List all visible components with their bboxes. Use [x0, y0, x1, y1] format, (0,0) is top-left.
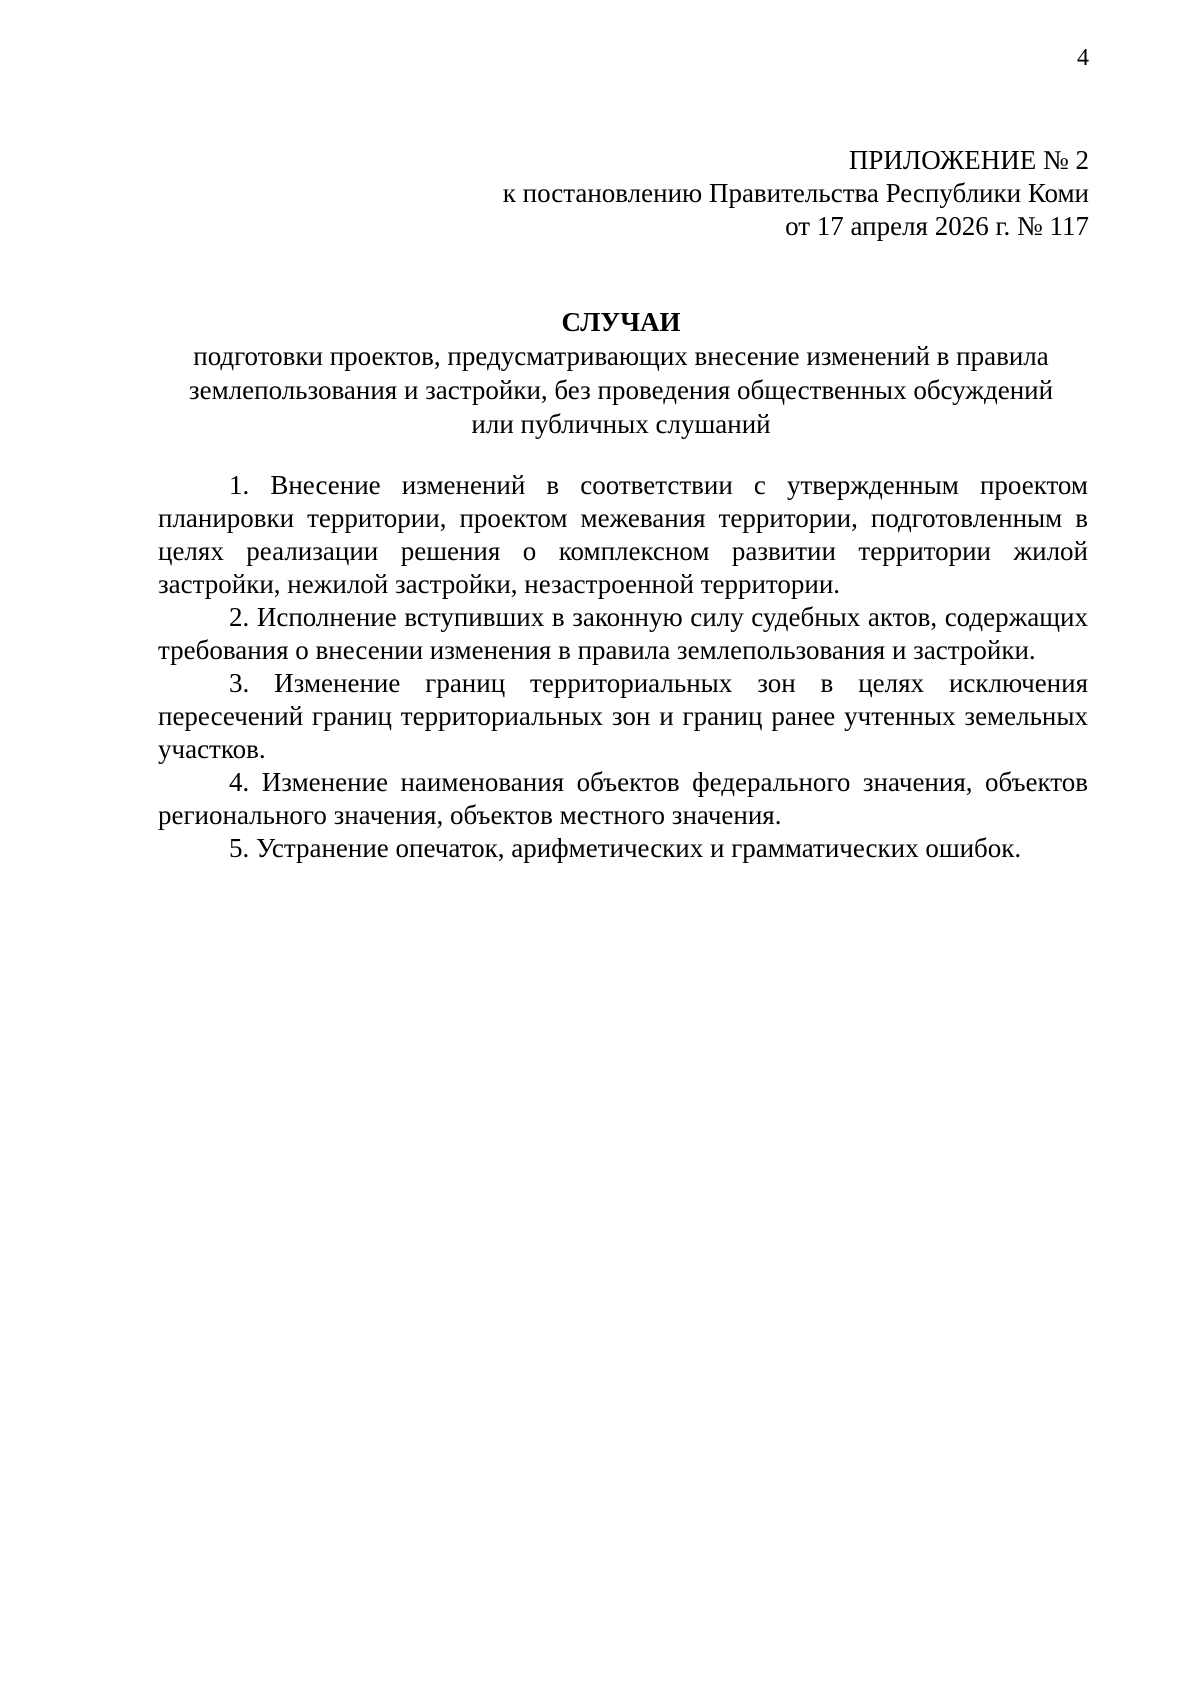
case-item: 3. Изменение границ территориальных зон в целях исключения пересечений границ территориальных зон и границ ранее учтенных земельных участков.: [158, 668, 1088, 764]
case-item: 4. Изменение наименования объектов федерального значения, объектов регионального значения, объектов местного значения.: [158, 767, 1088, 830]
case-item: 5. Устранение опечаток, арифметических и грамматических ошибок.: [229, 833, 1022, 863]
case-item: 2. Исполнение вступивших в законную силу судебных актов, содержащих требования о внесении изменения в правила землепользования и застройки.: [158, 602, 1088, 665]
appendix-number: ПРИЛОЖЕНИЕ № 2: [848, 145, 1089, 175]
document-subtitle: [146, 339, 1096, 441]
subtitle-line: или публичных слушаний: [471, 409, 771, 439]
subtitle-line: землепользования и застройки, без проведения общественных обсуждений: [188, 375, 1054, 405]
page-number: 4: [1077, 45, 1089, 71]
document-title: СЛУЧАИ: [561, 307, 681, 337]
case-item: 1. Внесение изменений в соответствии с утвержденным проектом планировки территории, проектом межевания территории, подготовленным в целях реализации решения о комплексном развитии территории жилой застройки, нежилой застройки, незастроенной территории.: [158, 470, 1088, 599]
subtitle-line: подготовки проектов, предусматривающих внесение изменений в правила: [193, 341, 1049, 371]
case-list: [158, 469, 1088, 865]
appendix-reference: к постановлению Правительства Республики Коми: [502, 178, 1089, 208]
appendix-date: от 17 апреля 2026 г. № 117: [785, 211, 1089, 241]
appendix-header: [503, 144, 1089, 243]
